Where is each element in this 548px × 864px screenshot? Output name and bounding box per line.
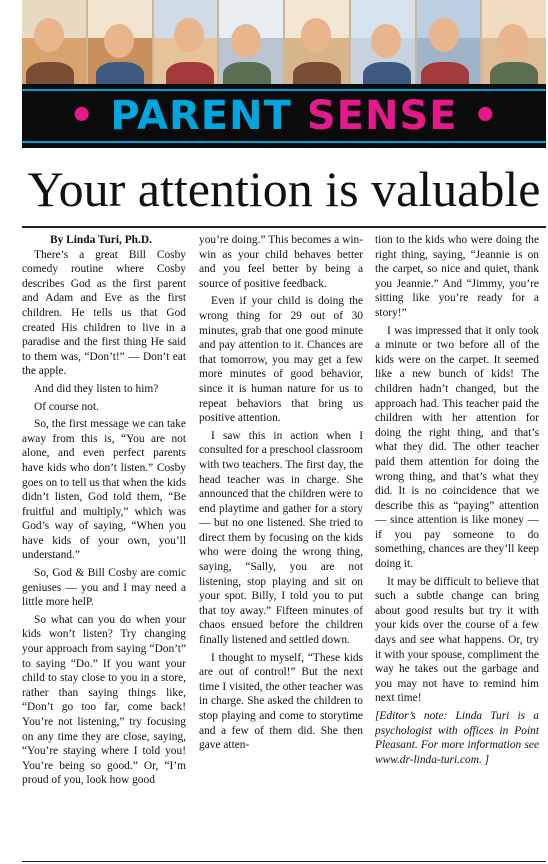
family-photo [285, 0, 349, 84]
person-body [26, 62, 74, 84]
section-banner [22, 84, 546, 148]
person-face [174, 18, 204, 52]
family-photo [219, 0, 283, 84]
paragraph: So, God & Bill Cosby are comic geniuses — you and I may need a little more helP. [22, 567, 186, 609]
paragraph: Of course not. [34, 400, 99, 413]
person-face [231, 24, 261, 58]
person-face [301, 18, 331, 52]
person-face [429, 18, 459, 52]
bullet-left: • [68, 93, 96, 139]
person-body [293, 62, 341, 84]
paragraph: So what can you do when your kids won’t listen? Try changing your approach from saying “Don’t” to saying “Do.” If you want your child to stay close to you in a store, rather than saying things like, “Don’t go too far, come back! You’re not listening,” try focusing on any time they are close, saying, “You’re staying where I told you! You’re being so good.” Or, “I’m proud of you, look how good [22, 613, 186, 787]
article-column-1 [22, 233, 186, 861]
person-body [490, 62, 538, 84]
family-photo [417, 0, 481, 84]
paragraph-continued: you’re doing.” This becomes a win-win as your child behaves better and you feel better by being a source of positive feedback. [199, 234, 363, 290]
title-word-parent: PARENT [110, 93, 292, 139]
byline: By Linda Turi, Ph.D. [50, 234, 152, 246]
family-photo [154, 0, 218, 84]
article-headline: Your attention is valuable [27, 161, 541, 217]
paragraph-continued: tion to the kids who were doing the right thing, saying, “Jeannie is on the carpet, so nice and quiet, thank you Jeannie.” And “Jimmy, you’re sitting like you’re ready for a story!” [375, 234, 539, 319]
person-face [498, 24, 528, 58]
person-face [104, 24, 134, 58]
editor-note: [Editor’s note: Linda Turi is a psychologist with offices in Point Pleasant. For more information see www.dr-linda-turi.com. ] [375, 710, 539, 766]
article-column-3 [375, 233, 539, 861]
person-face [371, 24, 401, 58]
person-body [96, 62, 144, 84]
banner-top-line [22, 89, 546, 91]
photo-strip [22, 0, 546, 84]
paragraph: I thought to myself, “These kids are out of control!” But the next time I visited, the other teacher was in charge. She asked the children to stop playing and come to storytime and a few of them did. She then gave atten- [199, 651, 363, 752]
article-column-2 [199, 233, 363, 861]
family-photo [482, 0, 546, 84]
headline-rule [22, 226, 546, 228]
paragraph: I was impressed that it only took a minute or two before all of the kids were on the carpet. It seemed like a new bunch of kids! The children hadn’t changed, but the approach had. This teacher paid the children with her attention for doing the right thing, and that’s what they did. The other teacher paid them attention for doing the wrong thing, and that’s what they did. It is no coincidence that we describe this as “paying” attention — since attention is like money — if you pay someone to do something, chances are they’ll keep doing it. [375, 324, 539, 571]
paragraph: There’s a great Bill Cosby comedy routine where Cosby describes God as the first parent and Adam and Eve as the first children. He tells us that God created His children to live in a paradise and the first thing He said to them was, “Don’t!” — Don’t eat the apple. [22, 248, 186, 378]
paragraph: And did they listen to him? [34, 382, 159, 395]
person-body [363, 62, 411, 84]
title-word-sense: SENSE [306, 93, 458, 139]
paragraph: It may be difficult to believe that such a subtle change can bring about good results but try it with your kids over the course of a few days and see what happens. Or, try it with your spouse, compliment the way he takes out the garbage and you may not have to remind him next time! [375, 575, 539, 705]
person-body [223, 62, 271, 84]
paragraph: Even if your child is doing the wrong thing for 29 out of 30 minutes, grab that one good minute and pay attention to it. Chances are that tomorrow, you may get a few more minutes of good behavior, since it is human nature for us to repeat behaviors that bring us positive attention. [199, 295, 363, 425]
person-body [421, 62, 469, 84]
bullet-right: • [472, 93, 500, 139]
bottom-rule [22, 861, 546, 862]
paragraph: So, the first message we can take away from this is, “You are not alone, and even perfect parents have kids who don’t listen.” Cosby goes on to tell us that when the kids didn’t listen, God told them, “Be fruitful and multiply,” which was God’s way of saying, “When you have kids of your own, you’ll understand.” [22, 418, 186, 562]
banner-bottom-line [22, 141, 546, 143]
family-photo [22, 0, 86, 84]
paragraph: I saw this in action when I consulted for a preschool classroom with two teachers. The first day, the head teacher was in charge. She announced that the children were to end playtime and gather for a story — but no one listened. She tried to direct them by focusing on the kids who were doing the wrong thing, saying, “Sally, you are not listening, stop playing and sit on your spot. Billy, I told you to put that toy away.” Fifteen minutes of chaos ensued before the children finally listened and settled down. [199, 429, 363, 647]
section-title [69, 93, 499, 139]
family-photo [88, 0, 152, 84]
family-photo [351, 0, 415, 84]
person-body [166, 62, 214, 84]
person-face [34, 18, 64, 52]
